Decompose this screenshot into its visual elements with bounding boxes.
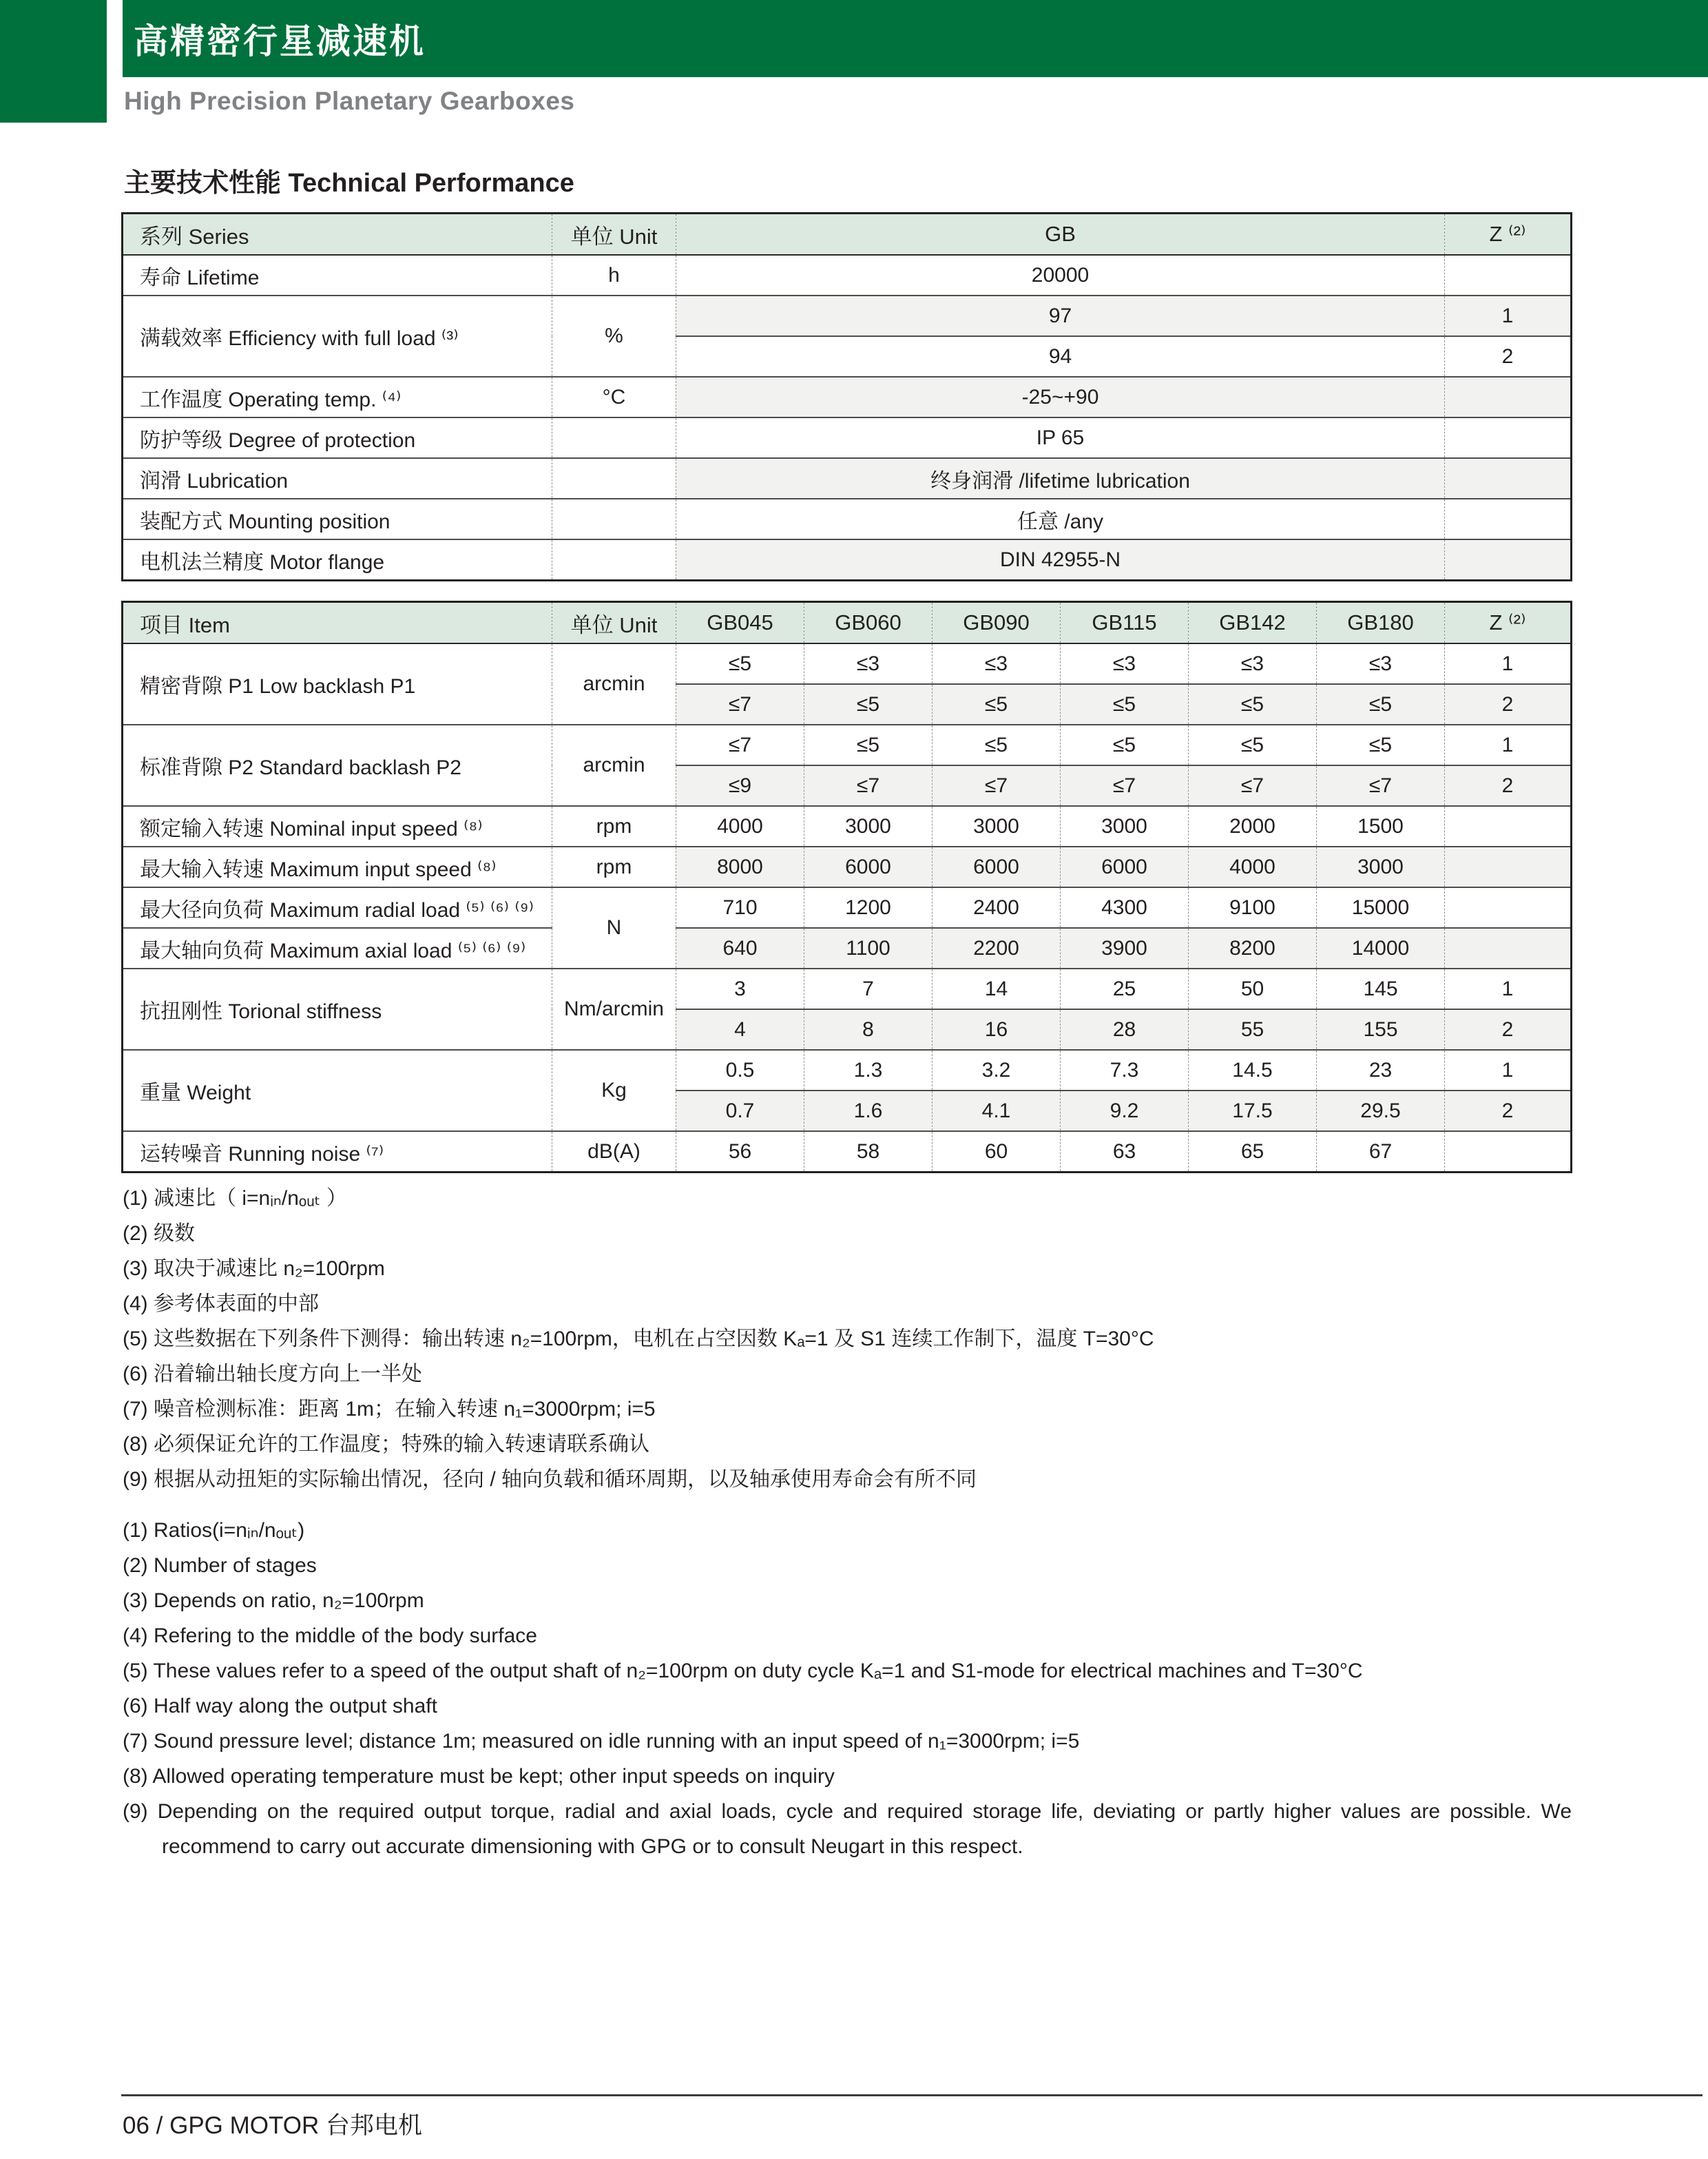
- value-cell: 28: [1061, 1009, 1189, 1050]
- table-row: [123, 458, 1572, 499]
- value-cell: ≤5: [1189, 725, 1317, 765]
- z-cell: 1: [1445, 1050, 1572, 1091]
- header-model: GB180: [1317, 602, 1445, 644]
- value-cell: 15000: [1317, 887, 1445, 928]
- z-cell: 2: [1445, 1009, 1572, 1050]
- table-row: [123, 887, 1572, 928]
- unit-cell: dB(A): [552, 1131, 676, 1173]
- unit-cell: arcmin: [552, 643, 676, 725]
- z-cell: [1445, 887, 1572, 928]
- value-cell: 2400: [933, 887, 1061, 928]
- row-label: 最大径向负荷 Maximum radial load ⁽⁵⁾ ⁽⁶⁾ ⁽⁹⁾: [123, 887, 552, 928]
- header-item: 项目 Item: [123, 602, 552, 644]
- row-label: 额定输入转速 Nominal input speed ⁽⁸⁾: [123, 806, 552, 847]
- footnote: (2) 级数: [123, 1222, 195, 1245]
- value-cell: 8: [804, 1009, 933, 1050]
- table-row: [123, 377, 1572, 417]
- model-data-table: [121, 601, 1572, 1173]
- value-cell: 20000: [676, 255, 1445, 296]
- table-row: [123, 725, 1572, 765]
- z-cell: [1445, 255, 1572, 296]
- value-cell: 4300: [1061, 887, 1189, 928]
- footnote: (3) 取决于减速比 n₂=100rpm: [123, 1257, 385, 1280]
- table-row: [123, 969, 1572, 1009]
- technical-performance-table: [121, 212, 1572, 581]
- value-cell: 4.1: [933, 1091, 1061, 1131]
- row-label: 运转噪音 Running noise ⁽⁷⁾: [123, 1131, 552, 1173]
- value-cell: 17.5: [1189, 1091, 1317, 1131]
- value-cell: 65: [1189, 1131, 1317, 1173]
- row-label: 工作温度 Operating temp. ⁽⁴⁾: [123, 377, 552, 417]
- z-cell: 1: [1445, 296, 1572, 336]
- footnote: (5) These values refer to a speed of the output shaft of n₂=100rpm on duty cycle Kₐ=1 and S1-mode for electrical machines and T=30°C: [123, 1660, 1363, 1682]
- footnote: (6) Half way along the output shaft: [123, 1695, 437, 1717]
- value-cell: 145: [1317, 969, 1445, 1009]
- z-cell: [1445, 539, 1572, 581]
- footer-divider: [121, 2094, 1702, 2096]
- value-cell: 55: [1189, 1009, 1317, 1050]
- table-row: [123, 296, 1572, 336]
- value-cell: 4000: [676, 806, 804, 847]
- z-cell: 2: [1445, 1091, 1572, 1131]
- z-cell: [1445, 499, 1572, 539]
- value-cell: ≤7: [676, 684, 804, 725]
- row-label: 电机法兰精度 Motor flange: [123, 539, 552, 581]
- value-cell: 14: [933, 969, 1061, 1009]
- header-model: GB045: [676, 602, 804, 644]
- row-label: 标准背隙 P2 Standard backlash P2: [123, 725, 552, 806]
- header-series: 系列 Series: [123, 214, 552, 256]
- table-row: [123, 417, 1572, 458]
- value-cell: IP 65: [676, 417, 1445, 458]
- z-cell: [1445, 417, 1572, 458]
- row-label: 重量 Weight: [123, 1050, 552, 1131]
- unit-cell: [552, 499, 676, 539]
- value-cell: ≤7: [1061, 765, 1189, 806]
- value-cell: 25: [1061, 969, 1189, 1009]
- value-cell: 3000: [1061, 806, 1189, 847]
- footnote: (7) 噪音检测标准：距离 1m；在输入转速 n₁=3000rpm; i=5: [123, 1398, 656, 1421]
- table-row: [123, 1050, 1572, 1091]
- value-cell: 58: [804, 1131, 933, 1173]
- page-title: 高精密行星减速机: [134, 22, 426, 61]
- footnote: (5) 这些数据在下列条件下测得：输出转速 n₂=100rpm，电机在占空因数 Kₐ=1 及 S1 连续工作制下，温度 T=30°C: [123, 1328, 1154, 1350]
- value-cell: ≤5: [933, 725, 1061, 765]
- value-cell: ≤3: [1317, 643, 1445, 684]
- z-cell: [1445, 847, 1572, 887]
- footnote: (8) 必须保证允许的工作温度；特殊的输入转速请联系确认: [123, 1433, 649, 1456]
- z-cell: [1445, 806, 1572, 847]
- z-cell: [1445, 377, 1572, 417]
- row-label: 精密背隙 P1 Low backlash P1: [123, 643, 552, 725]
- value-cell: 任意 /any: [676, 499, 1445, 539]
- value-cell: 710: [676, 887, 804, 928]
- table-row: [123, 539, 1572, 581]
- row-label: 最大轴向负荷 Maximum axial load ⁽⁵⁾ ⁽⁶⁾ ⁽⁹⁾: [123, 928, 552, 969]
- z-cell: 1: [1445, 969, 1572, 1009]
- value-cell: 640: [676, 928, 804, 969]
- value-cell: 1.6: [804, 1091, 933, 1131]
- value-cell: ≤5: [933, 684, 1061, 725]
- value-cell: 9.2: [1061, 1091, 1189, 1131]
- row-label: 满载效率 Efficiency with full load ⁽³⁾: [123, 296, 552, 377]
- value-cell: ≤7: [1317, 765, 1445, 806]
- unit-cell: [552, 539, 676, 581]
- row-label: 润滑 Lubrication: [123, 458, 552, 499]
- value-cell: 6000: [804, 847, 933, 887]
- z-cell: [1445, 928, 1572, 969]
- header-model: GB142: [1189, 602, 1317, 644]
- table-row: [123, 499, 1572, 539]
- table-row: [123, 928, 1572, 969]
- value-cell: 9100: [1189, 887, 1317, 928]
- header-gb: GB: [676, 214, 1445, 256]
- value-cell: ≤3: [804, 643, 933, 684]
- value-cell: 97: [676, 296, 1445, 336]
- value-cell: 3000: [933, 806, 1061, 847]
- unit-cell: Nm/arcmin: [552, 969, 676, 1050]
- table-header-row: [123, 602, 1572, 644]
- z-cell: [1445, 458, 1572, 499]
- value-cell: 3900: [1061, 928, 1189, 969]
- z-cell: 1: [1445, 643, 1572, 684]
- value-cell: 56: [676, 1131, 804, 1173]
- unit-cell: %: [552, 296, 676, 377]
- value-cell: ≤5: [804, 725, 933, 765]
- value-cell: 3: [676, 969, 804, 1009]
- value-cell: 2000: [1189, 806, 1317, 847]
- brand-left-block: [0, 0, 107, 123]
- value-cell: 50: [1189, 969, 1317, 1009]
- value-cell: ≤3: [933, 643, 1061, 684]
- z-cell: [1445, 1131, 1572, 1173]
- value-cell: 63: [1061, 1131, 1189, 1173]
- value-cell: 4: [676, 1009, 804, 1050]
- value-cell: 8200: [1189, 928, 1317, 969]
- value-cell: ≤5: [1061, 684, 1189, 725]
- value-cell: ≤9: [676, 765, 804, 806]
- unit-cell: h: [552, 255, 676, 296]
- value-cell: ≤7: [933, 765, 1061, 806]
- value-cell: 3.2: [933, 1050, 1061, 1091]
- footnote: (8) Allowed operating temperature must be kept; other input speeds on inquiry: [123, 1765, 835, 1788]
- value-cell: 0.5: [676, 1050, 804, 1091]
- title-bar: [123, 0, 1708, 77]
- value-cell: 6000: [933, 847, 1061, 887]
- value-cell: 7.3: [1061, 1050, 1189, 1091]
- value-cell: ≤7: [676, 725, 804, 765]
- value-cell: 94: [676, 336, 1445, 377]
- unit-cell: rpm: [552, 847, 676, 887]
- value-cell: 67: [1317, 1131, 1445, 1173]
- footnote: (2) Number of stages: [123, 1554, 317, 1577]
- value-cell: 16: [933, 1009, 1061, 1050]
- table-row: [123, 847, 1572, 887]
- value-cell: ≤3: [1061, 643, 1189, 684]
- footnote: (4) 参考体表面的中部: [123, 1292, 319, 1315]
- header-unit: 单位 Unit: [552, 602, 676, 644]
- footnote: (9) 根据从动扭矩的实际输出情况，径向 / 轴向负载和循环周期，以及轴承使用寿命会有所不同: [123, 1468, 977, 1491]
- value-cell: 14.5: [1189, 1050, 1317, 1091]
- value-cell: 6000: [1061, 847, 1189, 887]
- footnotes-chinese: [123, 1181, 1572, 1497]
- value-cell: 3000: [804, 806, 933, 847]
- z-cell: 2: [1445, 765, 1572, 806]
- value-cell: 3000: [1317, 847, 1445, 887]
- value-cell: 29.5: [1317, 1091, 1445, 1131]
- table-row: [123, 1131, 1572, 1173]
- unit-cell: [552, 458, 676, 499]
- header-z: Z ⁽²⁾: [1445, 602, 1572, 644]
- value-cell: 终身润滑 /lifetime lubrication: [676, 458, 1445, 499]
- value-cell: -25~+90: [676, 377, 1445, 417]
- value-cell: 4000: [1189, 847, 1317, 887]
- header-z: Z ⁽²⁾: [1445, 214, 1572, 256]
- value-cell: 0.7: [676, 1091, 804, 1131]
- value-cell: 60: [933, 1131, 1061, 1173]
- footnote: (6) 沿着输出轴长度方向上一半处: [123, 1363, 422, 1385]
- value-cell: ≤7: [804, 765, 933, 806]
- row-label: 抗扭刚性 Torional stiffness: [123, 969, 552, 1050]
- z-cell: 1: [1445, 725, 1572, 765]
- value-cell: 1100: [804, 928, 933, 969]
- unit-cell: [552, 417, 676, 458]
- value-cell: ≤7: [1189, 765, 1317, 806]
- section-title: 主要技术性能 Technical Performance: [124, 169, 574, 198]
- footnote: (4) Refering to the middle of the body surface: [123, 1624, 537, 1647]
- row-label: 装配方式 Mounting position: [123, 499, 552, 539]
- value-cell: 23: [1317, 1050, 1445, 1091]
- footnote: (9) Depending on the required output torque, radial and axial loads, cycle and required storage life, deviating or partly higher values are possible. We recommend to carry out accurate dimensioning with GPG or to consult Neugart in this respect.: [123, 1800, 1572, 1858]
- value-cell: ≤5: [1317, 684, 1445, 725]
- footnotes-english: [123, 1513, 1572, 1864]
- footnote: (1) 减速比（ i=nᵢₙ/nₒᵤₜ ）: [123, 1187, 347, 1210]
- table-header-row: [123, 214, 1572, 256]
- unit-cell: N: [552, 887, 676, 969]
- table-row: [123, 806, 1572, 847]
- footnote: (7) Sound pressure level; distance 1m; measured on idle running with an input speed of n₁=3000rpm; i=5: [123, 1730, 1080, 1753]
- header-model: GB115: [1061, 602, 1189, 644]
- table-row: [123, 643, 1572, 684]
- value-cell: DIN 42955-N: [676, 539, 1445, 581]
- unit-cell: °C: [552, 377, 676, 417]
- unit-cell: arcmin: [552, 725, 676, 806]
- z-cell: 2: [1445, 684, 1572, 725]
- row-label: 寿命 Lifetime: [123, 255, 552, 296]
- footnote: (1) Ratios(i=nᵢₙ/nₒᵤₜ): [123, 1519, 305, 1542]
- value-cell: 1.3: [804, 1050, 933, 1091]
- footnote: (3) Depends on ratio, n₂=100rpm: [123, 1589, 424, 1612]
- page-footer: 06 / GPG MOTOR 台邦电机: [123, 2112, 422, 2139]
- header-model: GB060: [804, 602, 933, 644]
- row-label: 防护等级 Degree of protection: [123, 417, 552, 458]
- value-cell: 7: [804, 969, 933, 1009]
- value-cell: ≤5: [804, 684, 933, 725]
- header-unit: 单位 Unit: [552, 214, 676, 256]
- header-model: GB090: [933, 602, 1061, 644]
- value-cell: ≤5: [1061, 725, 1189, 765]
- value-cell: 155: [1317, 1009, 1445, 1050]
- value-cell: 8000: [676, 847, 804, 887]
- page-subtitle: High Precision Planetary Gearboxes: [124, 87, 575, 115]
- row-label: 最大输入转速 Maximum input speed ⁽⁸⁾: [123, 847, 552, 887]
- unit-cell: Kg: [552, 1050, 676, 1131]
- value-cell: 2200: [933, 928, 1061, 969]
- unit-cell: rpm: [552, 806, 676, 847]
- value-cell: ≤3: [1189, 643, 1317, 684]
- table-row: [123, 255, 1572, 296]
- value-cell: ≤5: [1317, 725, 1445, 765]
- value-cell: 14000: [1317, 928, 1445, 969]
- value-cell: 1200: [804, 887, 933, 928]
- value-cell: ≤5: [1189, 684, 1317, 725]
- value-cell: 1500: [1317, 806, 1445, 847]
- value-cell: ≤5: [676, 643, 804, 684]
- z-cell: 2: [1445, 336, 1572, 377]
